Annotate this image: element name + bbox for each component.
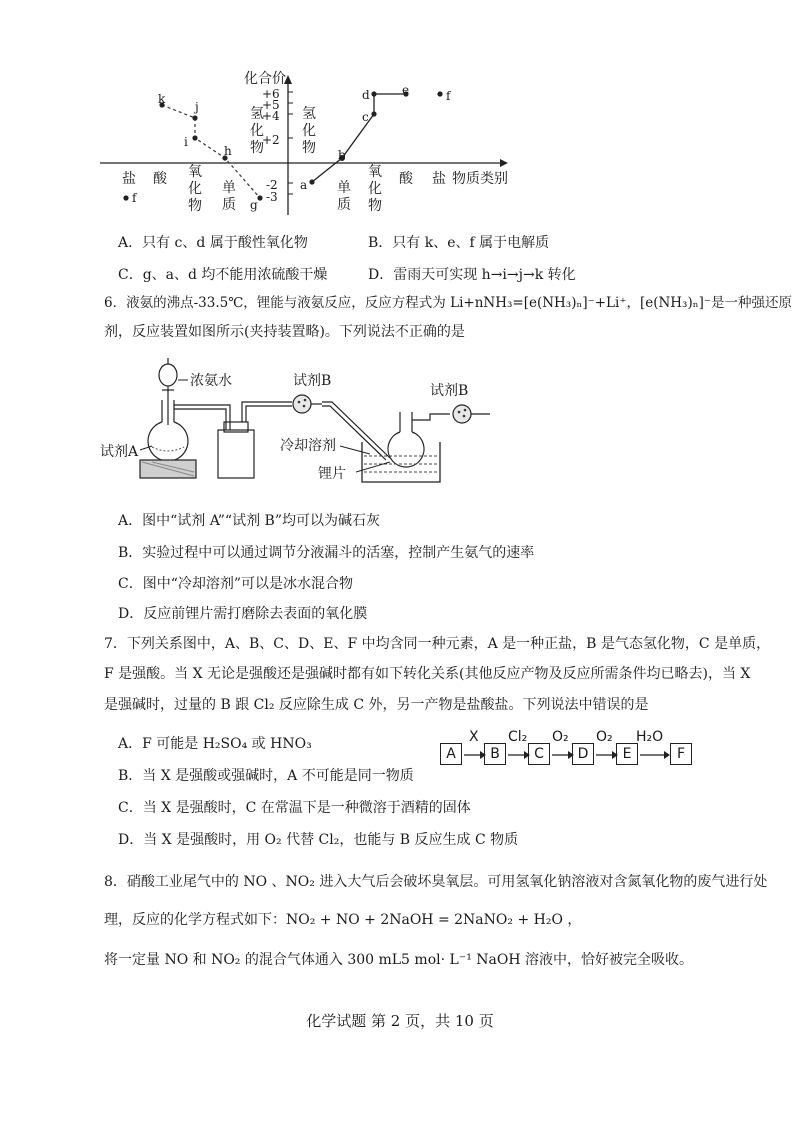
point-label-b: b [338, 148, 346, 162]
flow-box-a: A [440, 743, 462, 765]
y-tick-label: +5 [262, 98, 280, 112]
x-axis-label: 物质类别 [452, 171, 508, 187]
y-tick-label: -2 [266, 178, 278, 192]
point-label-i: i [184, 135, 188, 149]
q7-option-b: B．当 X 是强酸或强碱时，A 不可能是同一物质 [118, 768, 414, 784]
q8-stem-line2: 理，反应的化学方程式如下：NO₂ + NO + 2NaOH = 2NaNO₂ + H₂O ， [104, 912, 582, 928]
chart-point-j [192, 115, 197, 120]
q8-stem-line1: 8．硝酸工业尾气中的 NO 、NO₂ 进入大气后会破坏臭氧层。可用氢氧化钠溶液对含氮氧化物的废气进行处 [104, 874, 768, 890]
point-label-a: a [300, 178, 308, 192]
q7-stem-line3: 是强碱时，过量的 B 跟 Cl₂ 反应除生成 C 外，另一产物是盐酸盐。下列说法中错误的是 [104, 697, 649, 713]
y-tick-label: +4 [262, 109, 280, 123]
point-label-e: e [402, 83, 410, 97]
x-category-label: 盐 [122, 171, 136, 187]
hydride-label-left: 氢化物 [250, 106, 264, 156]
q7-option-c: C．当 X 是强酸时，C 在常温下是一种微溶于酒精的固体 [118, 800, 471, 816]
point-label-k: k [158, 92, 166, 106]
chart-point-f-left [123, 195, 128, 200]
q6-stem-line2: 剂，反应装置如图所示(夹持装置略)。下列说法不正确的是 [104, 324, 465, 340]
chart-point-a [309, 179, 314, 184]
y-tick-label: -3 [266, 190, 278, 204]
y-tick-label: +2 [262, 133, 280, 147]
label-ammonia: 浓氨水 [190, 373, 232, 389]
point-label-c: c [362, 110, 369, 124]
flow-arrow-label: Cl₂ [508, 729, 528, 745]
flow-arrow-label: X [469, 729, 479, 745]
flow-arrow-label: H₂O [636, 729, 664, 745]
label-reagent-b2: 试剂B [430, 383, 469, 399]
flow-arrow-label: O₂ [552, 729, 569, 745]
q6-option-a: A．图中“试剂 A”“试剂 B”均可以为碱石灰 [118, 513, 380, 529]
q7-stem-line1: 7．下列关系图中，A、B、C、D、E、F 中均含同一种元素，A 是一种正盐，B 是气态氢化物，C 是单质， [104, 636, 771, 652]
x-category-label: 单质 [337, 180, 351, 213]
flow-box-b: B [484, 743, 506, 765]
chart-point-g [257, 195, 262, 200]
q7-option-d: D．当 X 是强酸时，用 O₂ 代替 Cl₂，也能与 B 反应生成 C 物质 [118, 832, 519, 848]
q6-option-c: C．图中“冷却溶剂”可以是冰水混合物 [118, 576, 354, 592]
chart-point-i [192, 135, 197, 140]
flow-box-e: E [616, 743, 638, 765]
q6-option-d: D．反应前锂片需打磨除去表面的氧化膜 [118, 606, 368, 622]
q5-option-b: B．只有 k、e、f 属于电解质 [368, 235, 550, 251]
point-label-j: j [195, 100, 199, 114]
flow-arrow-label: O₂ [596, 729, 613, 745]
q5-option-c: C．g、a、d 均不能用浓硫酸干燥 [118, 267, 328, 283]
y-axis-label: 化合价 [244, 71, 286, 87]
flow-box-d: D [572, 743, 594, 765]
x-category-label: 酸 [399, 171, 413, 187]
x-category-label: 盐 [432, 171, 446, 187]
apparatus-diagram [100, 350, 520, 490]
chart-point-d [371, 91, 376, 96]
label-reagent-b1: 试剂B [293, 373, 332, 389]
q7-stem-line2: F 是强酸。当 X 无论是强酸还是强碱时都有如下转化关系(其他反应产物及反应所需条件均已略去)，当 X [104, 666, 751, 682]
flow-box-f: F [670, 743, 692, 765]
x-category-label: 单质 [222, 180, 236, 213]
q6-stem-line1: 6．液氨的沸点-33.5℃，锂能与液氨反应，反应方程式为 Li+nNH₃=[e(NH₃)ₙ]⁻+Li⁺，[e(NH₃)ₙ]⁻是一种强还原 [104, 295, 792, 311]
label-reagent-a: 试剂A [100, 444, 139, 460]
point-label-d: d [362, 88, 370, 102]
hydride-label-right: 氢化物 [302, 106, 316, 156]
label-lithium: 锂片 [318, 466, 346, 482]
point-label-f-left: f [132, 191, 137, 205]
x-category-label: 酸 [153, 171, 167, 187]
y-tick-label: +6 [262, 87, 280, 101]
q8-stem-line3: 将一定量 NO 和 NO₂ 的混合气体通入 300 mL5 mol· L⁻¹ NaOH 溶液中，恰好被完全吸收。 [104, 952, 693, 968]
point-label-g: g [250, 198, 258, 212]
point-label-h: h [224, 144, 232, 158]
point-label-f-right: f [446, 89, 451, 103]
q7-option-a: A．F 可能是 H₂SO₄ 或 HNO₃ [118, 736, 312, 752]
q5-option-a: A．只有 c、d 属于酸性氧化物 [118, 235, 308, 251]
chart-point-c [371, 111, 376, 116]
flow-box-c: C [528, 743, 550, 765]
label-coolant: 冷却溶剂 [280, 438, 336, 454]
flow-arrows [440, 745, 700, 765]
q6-option-b: B．实验过程中可以通过调节分液漏斗的活塞，控制产生氨气的速率 [118, 545, 535, 561]
page-footer: 化学试题 第 2 页，共 10 页 [306, 1012, 494, 1030]
chart-point-f-right [437, 91, 442, 96]
q5-option-d: D．雷雨天可实现 h→i→j→k 转化 [368, 267, 576, 283]
x-category-label: 氧化物 [188, 164, 202, 214]
x-category-label: 氧化物 [368, 164, 382, 214]
